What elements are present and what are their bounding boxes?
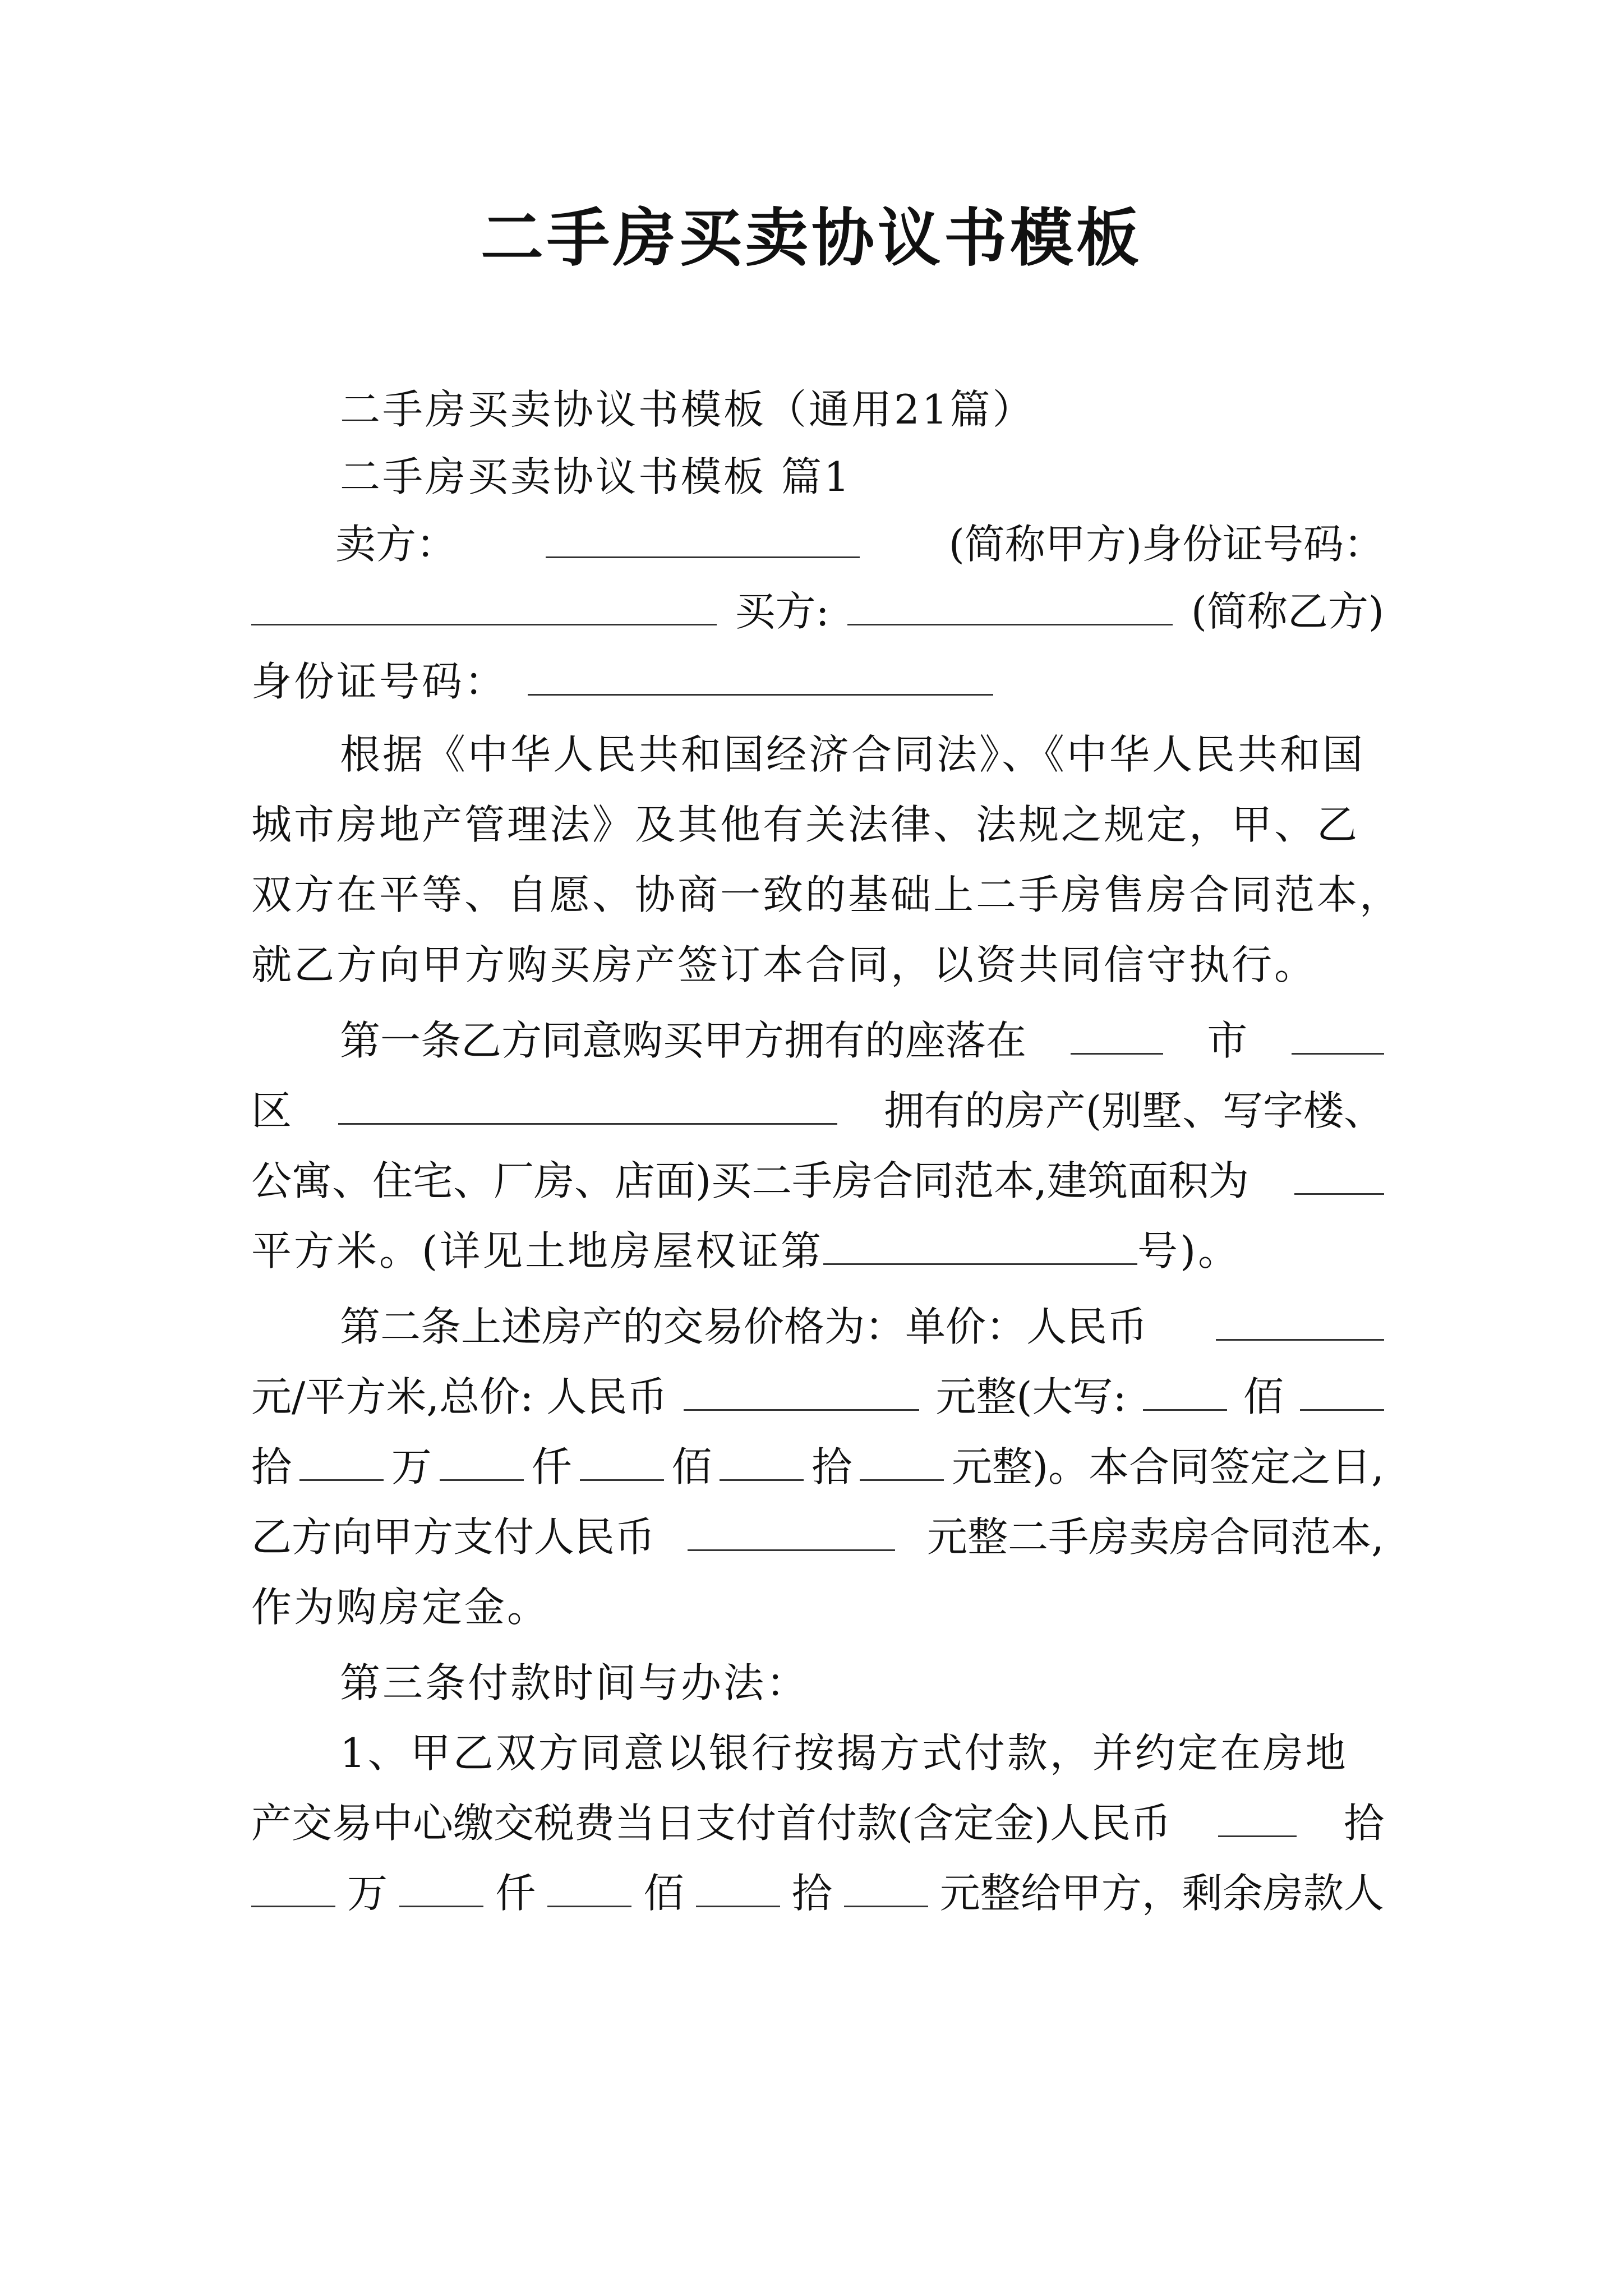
total-price-blank[interactable]: [684, 1370, 919, 1411]
seller-name-blank[interactable]: [546, 517, 860, 558]
deposit-suffix: 元整二手房卖房合同范本,: [927, 1513, 1384, 1561]
article-3-line-1: 1、甲乙双方同意以银行按揭方式付款，并约定在房地: [340, 1729, 1348, 1777]
paragraph-line: 双方在平等、自愿、协商一致的基础上二手房售房合同范本，: [251, 871, 1403, 918]
district-blank[interactable]: [1292, 1014, 1384, 1055]
article-2-line-5: 作为购房定金。: [251, 1584, 550, 1631]
certificate-suffix: 号)。: [1137, 1227, 1241, 1274]
article-3-line-2: [251, 1795, 1384, 1851]
document-title: 二手房买卖协议书模板: [481, 201, 1142, 275]
deposit-blank[interactable]: [688, 1510, 895, 1551]
down-payment-shi-blank[interactable]: [1218, 1796, 1297, 1837]
dp-qian-blank[interactable]: [399, 1866, 483, 1907]
capital-qian-blank[interactable]: [440, 1440, 524, 1481]
down-payment-text: 产交易中心缴交税费当日支付首付款(含定金)人民币: [251, 1800, 1172, 1847]
article-1-line-4: [251, 1223, 1384, 1279]
article-3-heading: 第三条付款时间与办法：: [340, 1659, 809, 1706]
buyer-name-blank[interactable]: [847, 585, 1173, 625]
dp-bai-blank[interactable]: [547, 1866, 631, 1907]
section-heading: 二手房买卖协议书模板 篇1: [340, 453, 852, 500]
paragraph-line: 就乙方向甲方购买房产签订本合同，以资共同信守执行。: [251, 941, 1317, 988]
article-2-line-1: [340, 1299, 1384, 1355]
unit-bai: 佰: [1243, 1373, 1284, 1420]
article-1-line-3: [251, 1153, 1384, 1209]
area-blank[interactable]: [1294, 1154, 1384, 1195]
unit-shi: 拾: [1343, 1800, 1384, 1847]
dp-yuan-blank[interactable]: [844, 1866, 928, 1907]
capital-bai-blank[interactable]: [1143, 1370, 1227, 1411]
dp-wan-blank[interactable]: [251, 1866, 335, 1907]
seller-label: 卖方：: [335, 521, 457, 568]
unit-wan: 万: [391, 1443, 432, 1490]
capital-shi2-blank[interactable]: [720, 1440, 804, 1481]
area-text: 公寓、住宅、厂房、店面)买二手房合同范本,建筑面积为: [251, 1157, 1249, 1204]
city-blank[interactable]: [1071, 1014, 1163, 1055]
address-blank[interactable]: [338, 1084, 837, 1125]
unit-bai: 佰: [671, 1443, 712, 1490]
article-2-line-3: [251, 1439, 1384, 1495]
total-price-text: 元/平方米,总价: 人民币: [251, 1373, 668, 1420]
dp-shi-blank[interactable]: [696, 1866, 780, 1907]
buyer-id-label: 身份证号码：: [251, 658, 508, 705]
unit-shi: 拾: [251, 1443, 292, 1490]
article-1-text: 第一条乙方同意购买甲方拥有的座落在: [340, 1017, 1027, 1064]
article-2-line-2: [251, 1369, 1384, 1425]
deposit-text: 乙方向甲方支付人民币: [251, 1513, 656, 1561]
seller-abbr-label: (简称甲方)身份证号码：: [948, 521, 1384, 568]
capital-label: 元整(大写:: [935, 1373, 1127, 1420]
article-1-line-2: [251, 1083, 1384, 1139]
article-1-line-1: [340, 1013, 1384, 1069]
unit-bai: 佰: [643, 1870, 684, 1917]
article-2-line-4: [251, 1509, 1384, 1565]
certificate-blank[interactable]: [823, 1224, 1137, 1265]
buyer-id-line: [251, 654, 1384, 710]
unit-shi: 拾: [811, 1443, 852, 1490]
paragraph-line: 根据《中华人民共和国经济合同法》、《中华人民共和国: [340, 731, 1366, 778]
subtitle: 二手房买卖协议书模板（通用21篇）: [340, 386, 1035, 433]
capital-yuan-blank[interactable]: [860, 1440, 944, 1481]
article-3-line-3: [251, 1865, 1384, 1921]
buyer-abbr-label: (简称乙方): [1191, 588, 1384, 635]
seller-line: [335, 516, 1384, 572]
buyer-id-blank[interactable]: [528, 655, 993, 696]
district-label: 区: [251, 1087, 292, 1134]
seller-id-blank[interactable]: [251, 585, 717, 625]
city-label: 市: [1207, 1017, 1248, 1064]
unit-price-text: 第二条上述房产的交易价格为：单价：人民币: [340, 1303, 1148, 1350]
capital-shi-blank[interactable]: [1300, 1370, 1384, 1411]
property-type-text: 拥有的房产(别墅、写字楼、: [883, 1087, 1384, 1134]
unit-price-blank[interactable]: [1216, 1300, 1384, 1341]
buyer-line: [251, 583, 1384, 639]
unit-wan: 万: [347, 1870, 388, 1917]
unit-qian: 仟: [531, 1443, 572, 1490]
paragraph-line: 城市房地产管理法》及其他有关法律、法规之规定，甲、乙: [251, 801, 1360, 848]
buyer-label: 买方:: [735, 588, 829, 635]
capital-wan-blank[interactable]: [299, 1440, 384, 1481]
certificate-text: 平方米。(详见土地房屋权证第: [251, 1227, 824, 1274]
remaining-text: 元整给甲方，剩余房款人: [939, 1870, 1384, 1917]
unit-qian: 仟: [495, 1870, 536, 1917]
capital-bai2-blank[interactable]: [580, 1440, 664, 1481]
total-suffix: 元整)。本合同签定之日,: [951, 1443, 1384, 1490]
unit-shi: 拾: [791, 1870, 832, 1917]
